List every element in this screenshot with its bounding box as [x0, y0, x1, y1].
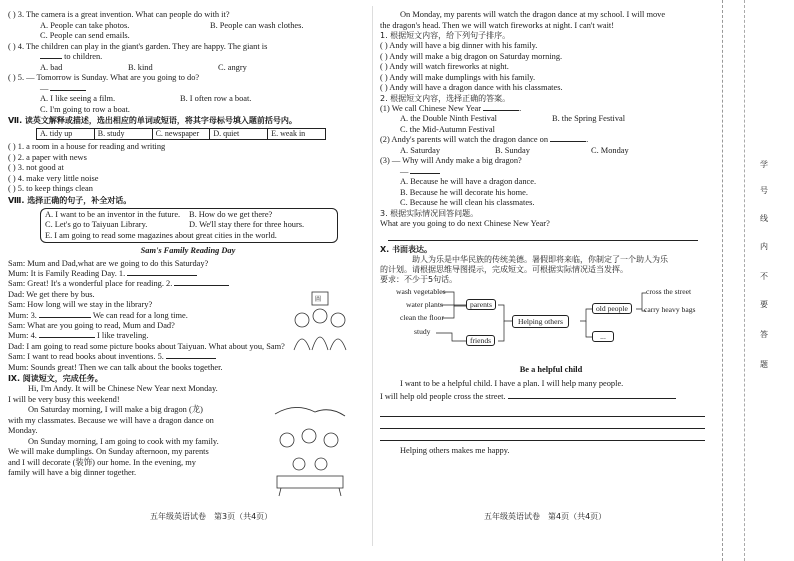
mind-node-parents: parents — [466, 299, 496, 310]
s7-option: A. tidy up — [37, 129, 95, 139]
task-1-item: ( ) Andy will watch fireworks at night. — [380, 62, 509, 71]
section-7-heading: Ⅶ. 读英文解释或描述，选出相应的单词或短语，将其字母标号填入题前括号内。 — [8, 116, 297, 125]
s8-option: D. We'll stay there for three hours. — [189, 220, 305, 229]
dialog-line: Mum: 3. We can read for a long time. — [8, 310, 188, 320]
dialog-title: Sam's Family Reading Day — [140, 246, 236, 255]
mind-center: Helping others — [512, 315, 569, 328]
q4-option-b: B. kind — [128, 62, 153, 72]
task-1-heading: 1. 根据短文内容，给下列句子排序。 — [380, 31, 511, 40]
task-3-heading: 3. 根据实际情况回答问题。 — [380, 208, 479, 218]
t2q1-option-c: C. the Mid-Autumn Festival — [400, 124, 495, 134]
mind-map — [380, 287, 722, 359]
dialog-line: Sam: I want to read books about inventions. 5. — [8, 352, 368, 362]
binding-line — [722, 0, 723, 561]
margin-char: 不 — [760, 272, 768, 281]
passage-line: Hi, I'm Andy. It will be Chinese New Year next Monday. — [28, 384, 218, 394]
dialog-line: Mum: Sounds great! Then we can talk about the books together. — [8, 362, 223, 372]
section-7-options — [36, 128, 326, 140]
essay-answer-line[interactable] — [380, 405, 705, 417]
task-1-item: ( ) Andy will make dumplings with his family. — [380, 72, 536, 82]
task-2-q2-options — [380, 146, 722, 157]
mind-leaf: study — [414, 327, 431, 336]
mind-leaf: water plants — [406, 300, 443, 309]
s7-item: ( ) 4. make very little noise — [8, 173, 99, 183]
s7-item: ( ) 5. to keep things clean — [8, 184, 93, 193]
new-year-family-illustration — [265, 402, 355, 497]
q4-blank — [40, 52, 62, 59]
q3-option-a: A. People can take photos. — [40, 20, 130, 30]
s7-option: D. quiet — [210, 129, 268, 139]
task-2-heading: 2. 根据短文内容，选择正确的答案。 — [380, 93, 511, 103]
q4-stem: ( ) 4. The children can play in the giant's garden. They are happy. The giant is — [8, 41, 268, 51]
dialog-line: Sam: What are you going to read, Mum and Dad? — [8, 321, 175, 331]
dialog-line: Mum: 4. I like traveling. — [8, 331, 149, 341]
essay-answer-line[interactable] — [380, 417, 705, 429]
mind-node-old-people: old people — [592, 303, 632, 314]
page-footer-left: 五年级英语试卷 第3页（共4页） — [150, 512, 273, 521]
essay-title: Be a helpful child — [519, 365, 583, 374]
t2q1-option-b: B. the Spring Festival — [552, 114, 626, 123]
essay-last-line: Helping others makes me happy. — [400, 445, 510, 455]
passage-line: On Monday, my parents will watch the dragon dance at my school. I will move — [400, 10, 666, 19]
task-2-q2: (2) Andy's parents will watch the dragon dance on . — [380, 135, 589, 144]
section-8-options-box — [40, 208, 338, 244]
task-2-q1: (1) We call Chinese New Year . — [380, 103, 522, 113]
q4-option-c: C. angry — [218, 62, 247, 72]
q5-answer-blank: — — [8, 84, 368, 95]
q3-option-c: C. People can send emails. — [40, 31, 130, 40]
mind-leaf: cross the street — [646, 287, 692, 296]
mind-leaf: wash vegetables — [396, 287, 446, 296]
q5-option-b: B. I often row a boat. — [180, 94, 252, 103]
q5-stem: ( ) 5. — Tomorrow is Sunday. What are you going to do? — [8, 73, 200, 82]
section-9-heading: Ⅸ. 阅读短文，完成任务。 — [8, 374, 103, 384]
t2q3-option-a: A. Because he will have a dragon dance. — [400, 177, 537, 186]
s7-item: ( ) 1. a room in a house for reading and writing — [8, 142, 166, 151]
s8-option: B. How do we get there? — [189, 209, 273, 219]
q4-options — [8, 63, 368, 74]
s7-option: B. study — [95, 129, 153, 139]
q4-stem-cont — [8, 52, 368, 63]
s7-item: ( ) 3. not good at — [8, 163, 64, 172]
q5-options — [8, 94, 368, 105]
passage-line: with my classmates. Because we will have a dragon dance on — [8, 415, 214, 425]
passage-line: I will be very busy this weekend! — [8, 394, 120, 404]
passage-line: On Saturday morning, I will make a big dragon (龙) — [28, 405, 203, 415]
s8-option: E. I am going to read some magazines about great cities in the world. — [45, 230, 277, 240]
q3-options — [8, 21, 368, 32]
essay-answer-line[interactable] — [380, 429, 705, 441]
task-1-item: ( ) Andy will have a dragon dance with his classmates. — [380, 83, 563, 92]
answer-line[interactable] — [388, 229, 698, 241]
mind-leaf: carry heavy bags — [644, 305, 696, 314]
writing-intro: 的计划。请根据思维导图提示，完成短文。可根据实际情况适当发挥。 — [380, 265, 628, 274]
right-page — [380, 10, 722, 456]
task-1-item: ( ) Andy will have a big dinner with his family. — [380, 41, 538, 50]
t2q3-option-c: C. Because he will clean his classmates. — [400, 198, 535, 207]
task-2-q3: (3) — Why will Andy make a big dragon? — [380, 156, 522, 165]
dialog-line: Dad: I am going to read some picture books about Taiyuan. What about you, Sam? — [8, 341, 285, 351]
binding-margin — [728, 0, 794, 561]
mind-leaf: clean the floor — [400, 313, 444, 322]
s8-option: C. Let's go to Taiyuan Library. — [45, 220, 148, 229]
page-footer-right: 五年级英语试卷 第4页（共4页） — [484, 512, 607, 521]
family-reading-illustration — [290, 290, 352, 352]
s7-item: ( ) 2. a paper with news — [8, 152, 87, 162]
margin-char: 题 — [760, 360, 768, 369]
q5-option-a: A. I like seeing a film. — [40, 94, 116, 103]
passage-line: family will have a big dinner together. — [8, 468, 137, 478]
margin-char: 号 — [760, 186, 768, 195]
dialog-line: Dad: We get there by bus. — [8, 289, 95, 299]
essay-line-2: I will help old people cross the street. — [380, 392, 722, 403]
margin-char: 答 — [760, 330, 768, 339]
task-3-question: What are you going to do next Chinese New Year? — [380, 218, 550, 228]
passage-line: the dragon's head. Then we will watch fireworks at night. I can't wait! — [380, 20, 615, 30]
t2q2-option-a: A. Saturday — [400, 145, 441, 155]
task-2-q3-blank: — — [380, 167, 722, 178]
q4-stem2: to children. — [64, 52, 103, 61]
q4-option-a: A. bad — [40, 62, 63, 72]
dialog-line: Sam: How long will we stay in the library? — [8, 300, 153, 310]
section-8-heading: Ⅷ. 选择正确的句子，补全对话。 — [8, 195, 132, 205]
margin-char: 内 — [760, 242, 768, 251]
dialog-line: Mum: It is Family Reading Day. 1. — [8, 269, 368, 279]
margin-char: 线 — [760, 214, 768, 223]
page-divider — [372, 6, 373, 546]
q3-option-b: B. People can wash clothes. — [210, 20, 304, 30]
essay-line-1: I want to be a helpful child. I have a plan. I will help many people. — [400, 378, 624, 388]
t2q2-option-c: C. Monday — [591, 145, 629, 155]
margin-char: 要 — [760, 300, 768, 309]
s8-option: A. I want to be an inventor in the future. — [45, 209, 181, 219]
section-10-heading: Ⅹ. 书面表达。 — [380, 245, 432, 254]
margin-char: 学 — [760, 160, 768, 169]
dialog-line: Sam: Great! It's a wonderful place for reading. 2. — [8, 279, 368, 289]
passage-line: On Sunday morning, I am going to cook with my family. — [28, 436, 219, 446]
writing-requirement: 要求：不少于5句话。 — [380, 275, 458, 284]
passage-line: and I will decorate (装饰) our home. In the evening, my — [8, 457, 196, 467]
t2q2-option-b: B. Sunday — [495, 145, 530, 155]
passage-line: We will make dumplings. On Sunday afternoon, my parents — [8, 447, 209, 457]
task-1-item: ( ) Andy will make a big dragon on Saturday morning. — [380, 51, 563, 61]
q5-option-c: C. I'm going to row a boat. — [40, 104, 130, 114]
task-2-q1-options — [380, 114, 722, 125]
t2q1-option-a: A. the Double Ninth Festival — [400, 114, 497, 123]
svg-text:圖: 圖 — [315, 297, 322, 303]
dialog-line: Sam: Mum and Dad,what are we going to do this Saturday? — [8, 258, 209, 268]
s7-option: C. newspaper — [153, 129, 211, 139]
q3-stem: ( ) 3. The camera is a great invention. What can people do with it? — [8, 10, 230, 19]
writing-intro: 助人为乐是中华民族的传统美德。暑假即将来临，你制定了一个助人为乐 — [412, 255, 668, 264]
mind-node-more: ... — [592, 331, 614, 342]
t2q3-option-b: B. Because he will decorate his home. — [400, 187, 528, 197]
mind-node-friends: friends — [466, 335, 495, 346]
s7-option: E. weak in — [271, 129, 306, 138]
passage-line: Monday. — [8, 426, 38, 436]
